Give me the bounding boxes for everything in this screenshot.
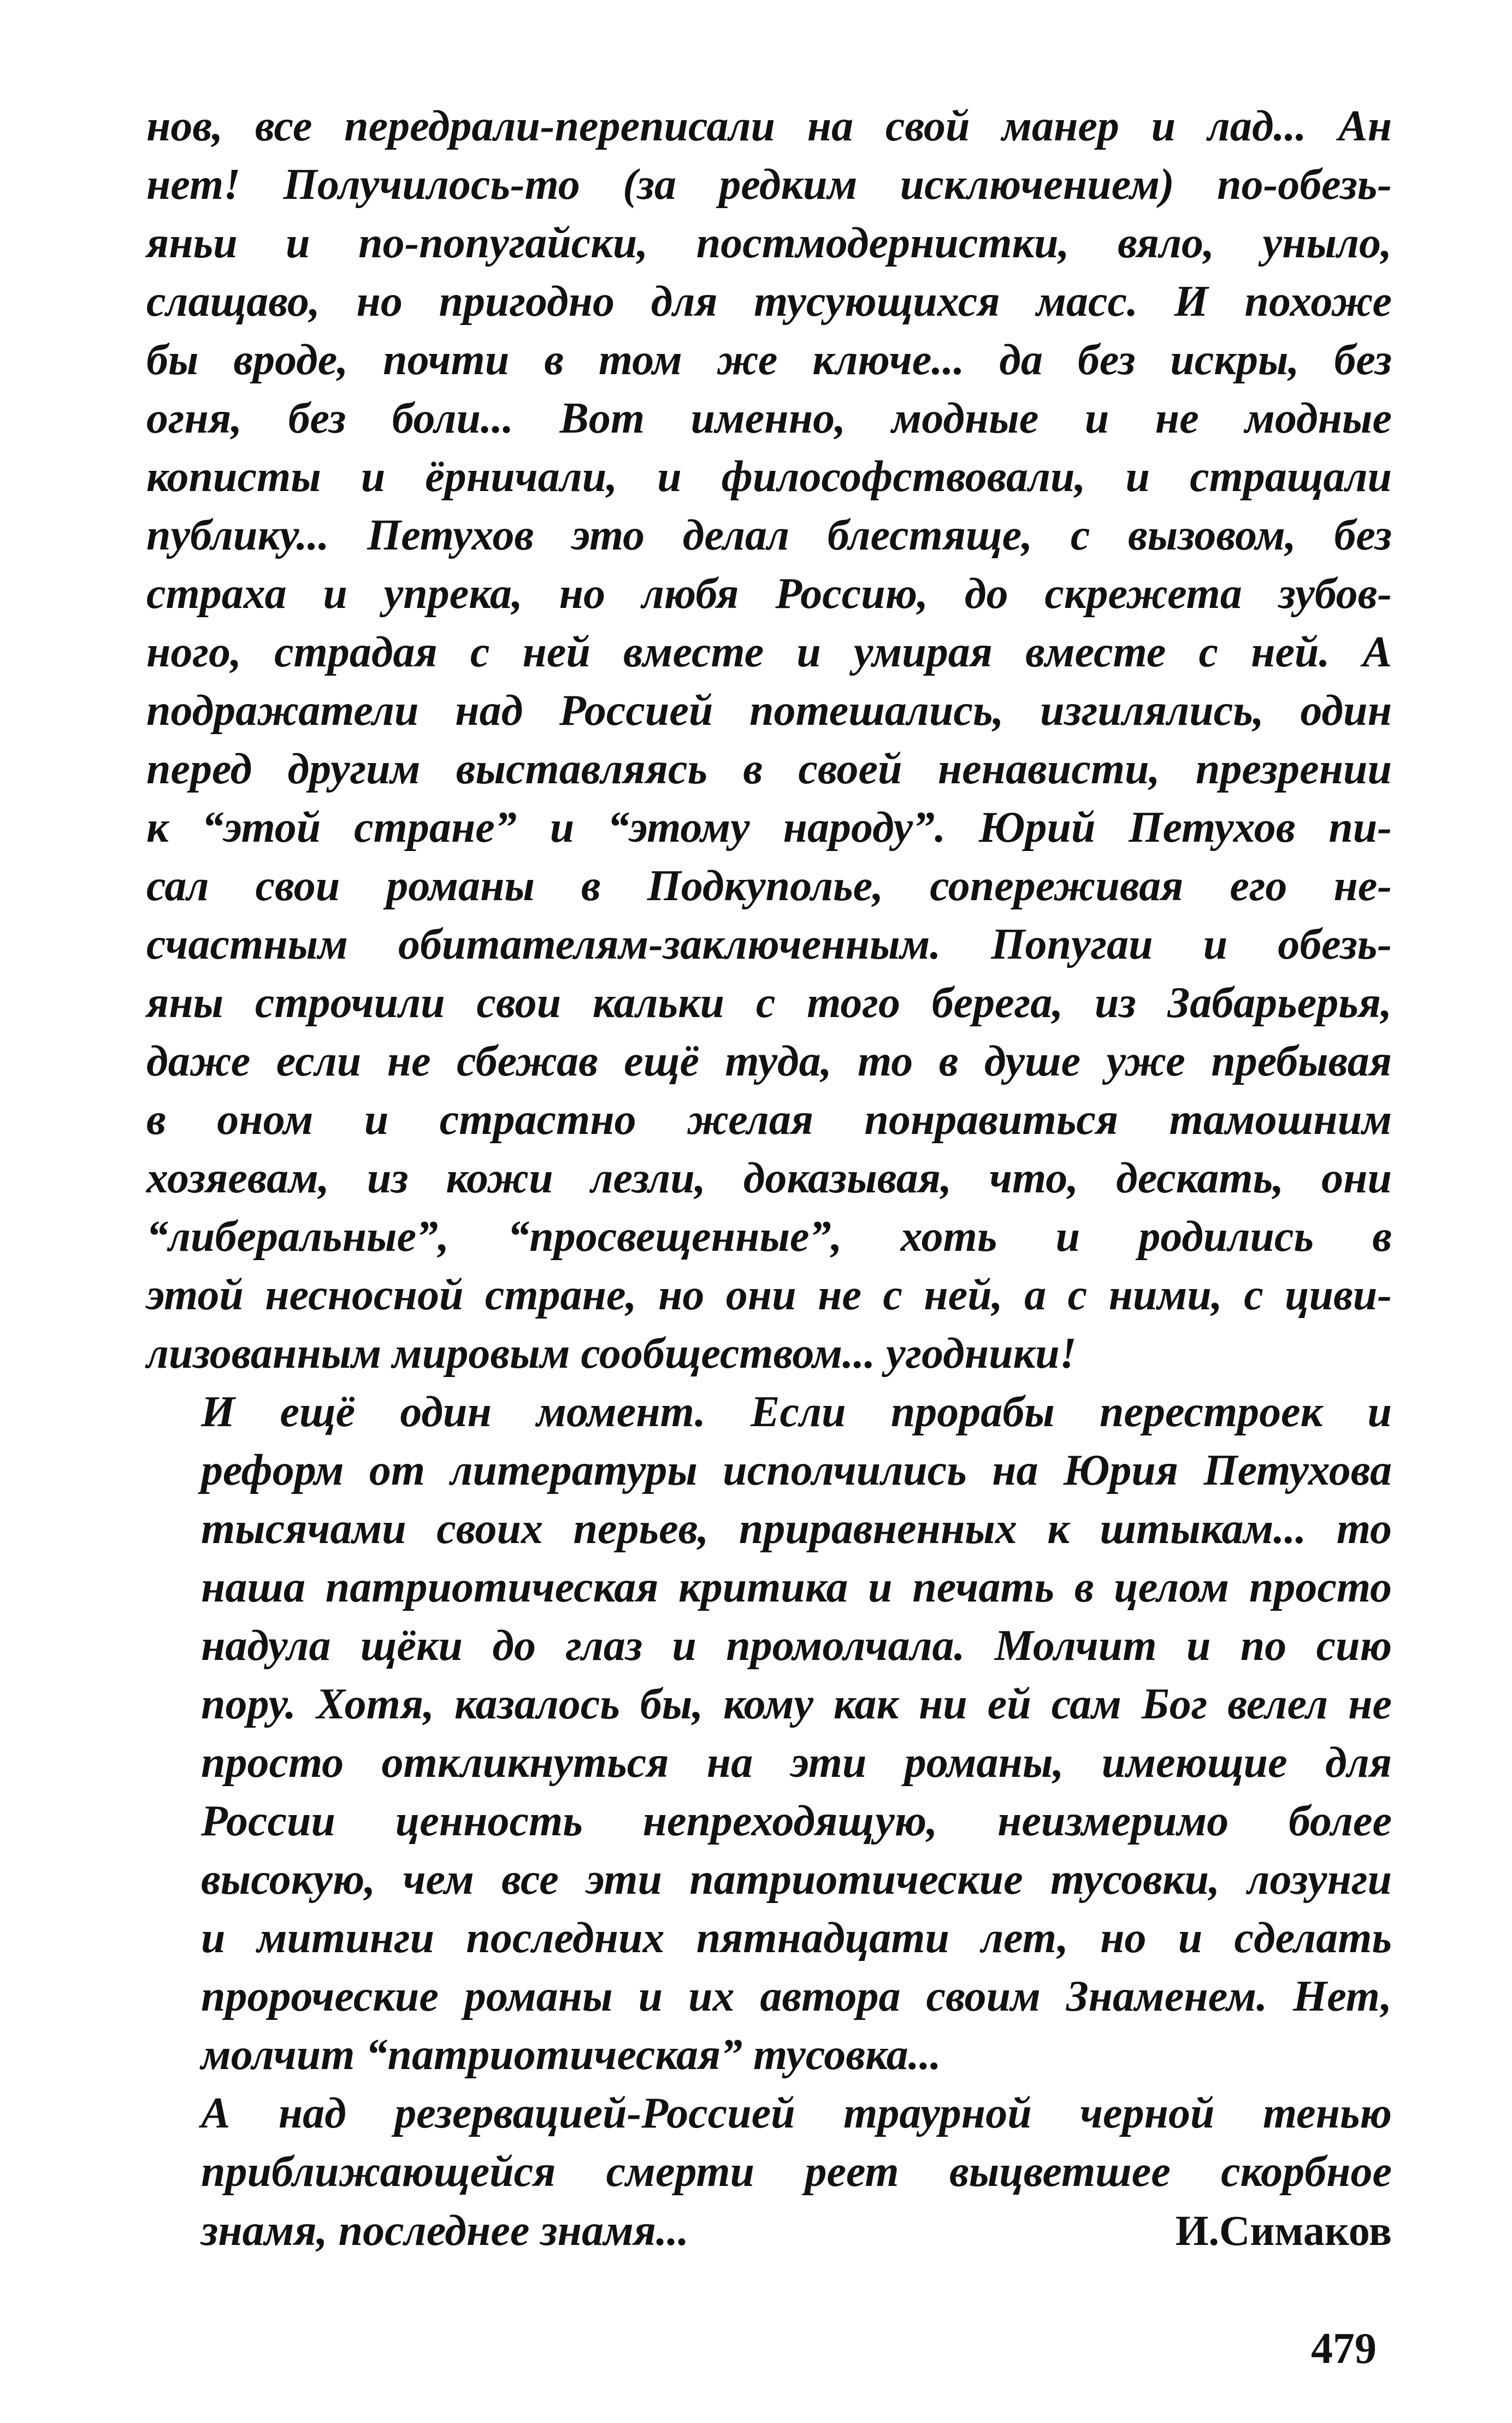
text-line: подражатели над Россией потешались, изгилялись, один [146,687,1392,735]
text-line: ного, страдая с ней вместе и умирая вместе с ней. А [146,628,1392,676]
text-line: надула щёки до глаз и промолчала. Молчит и по сию [201,1622,1392,1670]
paragraph [146,97,1392,1383]
text-line: огня, без боли... Вот именно, модные и не модные [146,394,1392,442]
text-line: яны строчили свои кальки с того берега, из Забарьерья, [146,979,1392,1027]
text-line: И ещё один момент. Если прорабы перестроек и [201,1388,1392,1436]
text-line: перед другим выставляясь в своей ненависти, презрении [146,745,1392,793]
page-text [146,97,1392,2260]
page-number: 479 [1311,2325,1377,2373]
paragraph [146,2084,1392,2260]
text-line: публику... Петухов это делал блестяще, с вызовом, без [146,511,1392,559]
text-line: знамя, последнее знамя... [201,2207,689,2255]
text-line: слащаво, но пригодно для тусующихся масс. И похоже [146,277,1392,326]
text-line: к “этой стране” и “этому народу”. Юрий Петухов пи- [146,803,1392,852]
text-line: сал свои романы в Подкуполье, сопереживая его не- [146,862,1392,910]
paragraph [146,1383,1392,2084]
text-line: страха и упрека, но любя Россию, до скрежета зубов- [146,570,1392,618]
text-line: этой несносной стране, но они не с ней, а с ними, с циви- [146,1271,1392,1319]
text-line: А над резервацией-Россией траурной черной тенью [201,2089,1392,2137]
text-line: пророческие романы и их автора своим Знаменем. Нет, [201,1972,1392,2020]
text-line: и митинги последних пятнадцати лет, но и сделать [201,1914,1392,1962]
text-line: нет! Получилось-то (за редким исключением) по-обезь- [146,161,1392,209]
text-line: “либеральные”, “просвещенные”, хоть и родились в [146,1213,1392,1261]
closing-line [146,2201,1392,2260]
text-line: просто откликнуться на эти романы, имеющие для [201,1739,1392,1787]
text-line: России ценность непреходящую, неизмеримо более [201,1797,1392,1845]
text-line: счастным обитателям-заключенным. Попугаи и обезь- [146,920,1392,968]
text-line: кописты и ёрничали, и философствовали, и стращали [146,453,1392,501]
text-line: тысячами своих перьев, приравненных к штыкам... то [201,1505,1392,1553]
text-line: высокую, чем все эти патриотические тусовки, лозунги [201,1855,1392,1904]
author-signature: И.Симаков [1175,2207,1392,2254]
text-line: лизованным мировым сообществом... угодники! [146,1329,1077,1378]
text-line: в оном и страстно желая понравиться тамошним [146,1096,1392,1144]
text-line: даже если не сбежав ещё туда, то в душе уже пребывая [146,1037,1392,1085]
text-line: приближающейся смерти реет выцветшее скорбное [201,2148,1392,2196]
text-line: хозяевам, из кожи лезли, доказывая, что, дескать, они [146,1154,1392,1202]
text-line: яньи и по-попугайски, постмодернистки, вяло, уныло, [146,219,1392,267]
text-line: нов, все передрали-переписали на свой манер и лад... Ан [146,102,1392,150]
text-line: молчит “патриотическая” тусовка... [201,2031,941,2079]
text-line: наша патриотическая критика и печать в целом просто [201,1563,1392,1611]
text-line: бы вроде, почти в том же ключе... да без искры, без [146,336,1392,384]
text-line: реформ от литературы исполчились на Юрия Петухова [201,1446,1392,1494]
text-line: пору. Хотя, казалось бы, кому как ни ей сам Бог велел не [201,1680,1392,1728]
